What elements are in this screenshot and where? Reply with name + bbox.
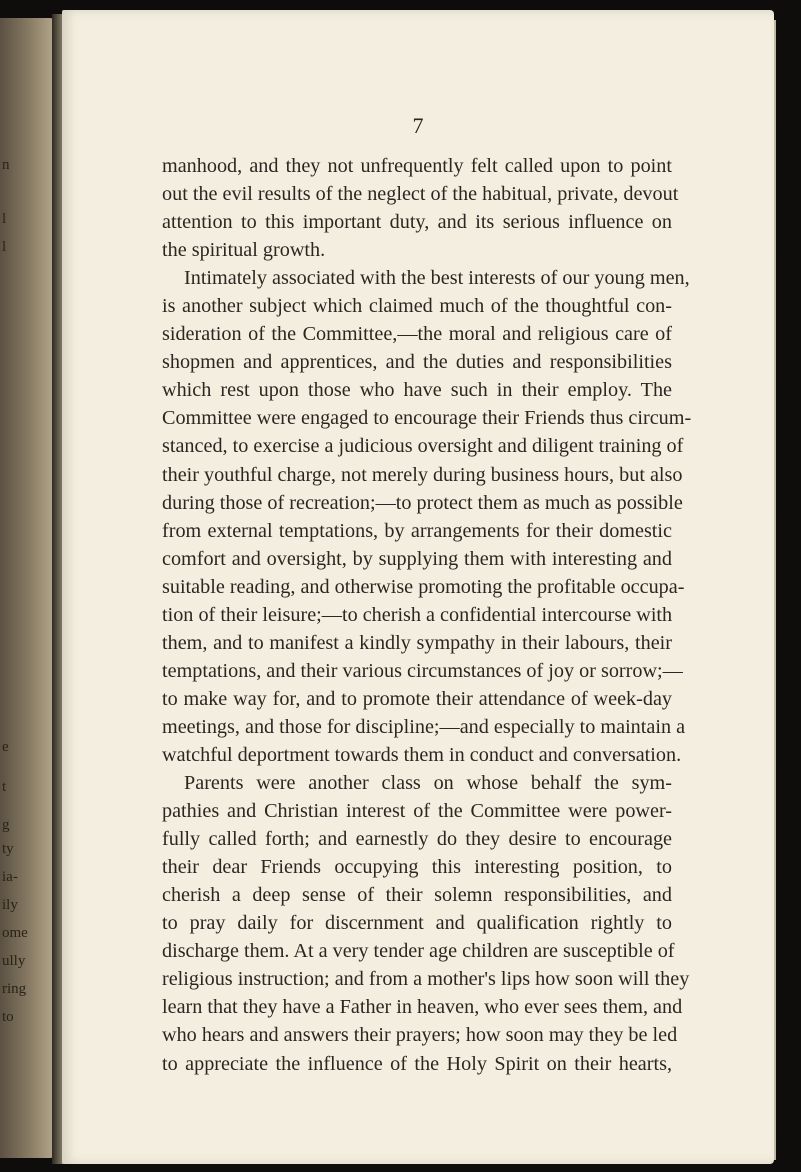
text-line: meetings, and those for discipline;—and especially to maintain a	[162, 715, 686, 738]
text-line: discharge them. At a very tender age children are susceptible of	[162, 940, 675, 963]
facing-page-edge	[0, 18, 56, 1158]
text-line: cherish a deep sense of their solemn responsibilities, and	[162, 884, 672, 907]
fragment: ily	[2, 897, 18, 913]
text-line: to pray daily for discernment and qualification rightly to	[162, 912, 672, 935]
fragment: to	[2, 1009, 14, 1025]
page-body-text	[162, 152, 692, 1078]
fragment: ully	[2, 953, 26, 969]
text-line: stanced, to exercise a judicious oversight and diligent training of	[162, 435, 684, 458]
text-line: Committee were engaged to encourage their Friends thus circum-	[162, 407, 692, 430]
text-line: which rest upon those who have such in their employ. The	[162, 379, 672, 402]
text-line: sideration of the Committee,—the moral and religious care of	[162, 323, 672, 346]
text-line: watchful deportment towards them in conduct and conversation.	[162, 743, 682, 766]
text-line: during those of recreation;—to protect them as much as possible	[162, 491, 683, 514]
text-line: to appreciate the influence of the Holy Spirit on their hearts,	[162, 1052, 672, 1075]
text-line: their youthful charge, not merely during business hours, but also	[162, 463, 683, 486]
fragment: l	[2, 211, 7, 227]
text-line: learn that they have a Father in heaven, who ever sees them, and	[162, 996, 683, 1019]
text-line: is another subject which claimed much of the thoughtful con-	[162, 295, 672, 318]
fragment: n	[2, 157, 10, 173]
text-line: attention to this important duty, and its serious influence on	[162, 211, 672, 234]
text-line: suitable reading, and otherwise promoting the profitable occupa-	[162, 575, 685, 598]
text-line: who hears and answers their prayers; how soon may they be led	[162, 1024, 678, 1047]
text-line: to make way for, and to promote their attendance of week-day	[162, 687, 672, 710]
fragment: l	[2, 239, 7, 255]
text-line: fully called forth; and earnestly do they desire to encourage	[162, 828, 672, 851]
facing-page-text-fragments	[0, 18, 28, 1158]
text-line: the spiritual growth.	[162, 239, 326, 262]
page-number: 7	[412, 113, 424, 138]
text-line: their dear Friends occupying this interesting position, to	[162, 856, 672, 879]
text-line: comfort and oversight, by supplying them with interesting and	[162, 547, 672, 570]
fragment: t	[2, 779, 7, 795]
text-line: temptations, and their various circumstances of joy or sorrow;—	[162, 659, 683, 682]
fragment: ome	[2, 925, 28, 941]
fragment: ia-	[2, 869, 18, 885]
fragment: ring	[2, 981, 27, 997]
text-line: from external temptations, by arrangements for their domestic	[162, 519, 672, 542]
text-line: Parents were another class on whose behalf the sym-	[184, 772, 672, 795]
text-line: shopmen and apprentices, and the duties and responsibilities	[162, 351, 672, 374]
text-line: religious instruction; and from a mother's lips how soon will they	[162, 968, 690, 991]
fragment: e	[2, 739, 9, 755]
text-line: tion of their leisure;—to cherish a confidential intercourse with	[162, 603, 673, 626]
fragment: g	[2, 817, 10, 833]
text-line: Intimately associated with the best interests of our young men,	[184, 267, 690, 290]
text-line: them, and to manifest a kindly sympathy in their labours, their	[162, 631, 672, 654]
text-line: manhood, and they not unfrequently felt called upon to point	[162, 155, 672, 177]
fragment: ty	[2, 841, 14, 857]
text-line: out the evil results of the neglect of the habitual, private, devout	[162, 183, 679, 206]
text-line: pathies and Christian interest of the Committee were power-	[162, 800, 672, 823]
